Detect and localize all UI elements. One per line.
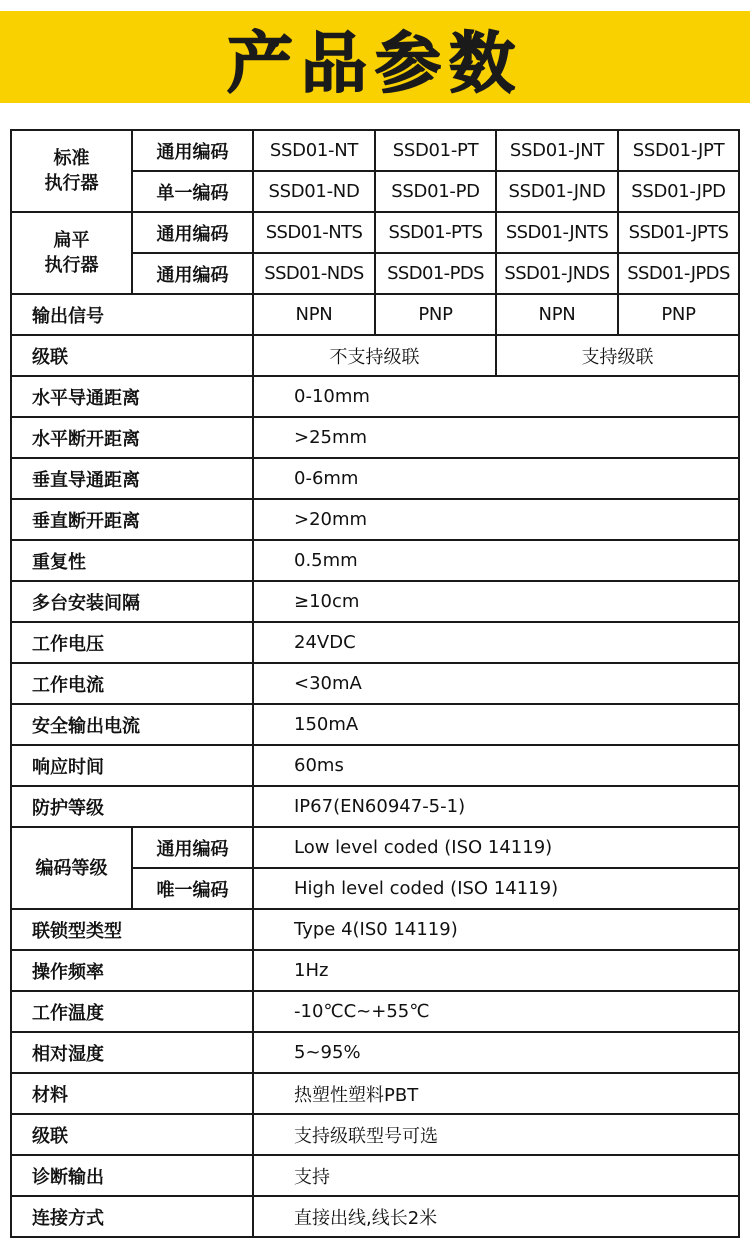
model-code: SSD01-NDS <box>253 253 375 294</box>
model-code: SSD01-PD <box>375 171 496 212</box>
model-code: SSD01-PDS <box>375 253 496 294</box>
row-value: Type 4(IS0 14119) <box>253 909 739 950</box>
group-label <box>11 130 132 212</box>
group-label-text: 标准 执行器 <box>44 148 99 194</box>
output-type: PNP <box>618 294 739 335</box>
table-row <box>11 376 739 417</box>
table-row <box>11 1114 739 1155</box>
group-label <box>11 212 132 294</box>
model-code: SSD01-JPTS <box>618 212 739 253</box>
row-value: >20mm <box>253 499 739 540</box>
model-code: SSD01-JNTS <box>496 212 618 253</box>
row-label: 连接方式 <box>11 1196 253 1237</box>
model-code: SSD01-JPD <box>618 171 739 212</box>
row-value: 150mA <box>253 704 739 745</box>
row-label: 操作频率 <box>11 950 253 991</box>
sub-label: 通用编码 <box>132 827 253 868</box>
row-label: 相对湿度 <box>11 1032 253 1073</box>
output-type: PNP <box>375 294 496 335</box>
row-value: 1Hz <box>253 950 739 991</box>
table-row <box>11 1196 739 1237</box>
title-banner <box>0 11 750 103</box>
row-label: 工作电流 <box>11 663 253 704</box>
output-type: NPN <box>253 294 375 335</box>
table-row <box>11 1155 739 1196</box>
output-type: NPN <box>496 294 618 335</box>
cascade-value: 不支持级联 <box>253 335 496 376</box>
sub-label: 唯一编码 <box>132 868 253 909</box>
row-label: 垂直断开距离 <box>11 499 253 540</box>
row-label: 安全输出电流 <box>11 704 253 745</box>
table-row <box>11 1032 739 1073</box>
table-row <box>11 130 739 171</box>
model-code: SSD01-JNDS <box>496 253 618 294</box>
model-code: SSD01-PT <box>375 130 496 171</box>
row-value: <30mA <box>253 663 739 704</box>
row-label: 工作电压 <box>11 622 253 663</box>
row-value: 60ms <box>253 745 739 786</box>
row-label: 垂直导通距离 <box>11 458 253 499</box>
row-label: 级联 <box>11 1114 253 1155</box>
row-label: 输出信号 <box>11 294 253 335</box>
model-code: SSD01-NTS <box>253 212 375 253</box>
cascade-value: 支持级联 <box>496 335 739 376</box>
model-code: SSD01-PTS <box>375 212 496 253</box>
table-row <box>11 458 739 499</box>
group-label: 编码等级 <box>11 827 132 909</box>
row-label: 诊断输出 <box>11 1155 253 1196</box>
row-value: 0.5mm <box>253 540 739 581</box>
table-row <box>11 704 739 745</box>
row-label: 多台安装间隔 <box>11 581 253 622</box>
sub-label: 通用编码 <box>132 130 253 171</box>
table-row <box>11 417 739 458</box>
spec-table <box>10 129 740 1238</box>
model-code: SSD01-NT <box>253 130 375 171</box>
table-row <box>11 827 739 868</box>
table-row <box>11 991 739 1032</box>
model-code: SSD01-JPDS <box>618 253 739 294</box>
table-row <box>11 786 739 827</box>
table-row <box>11 335 739 376</box>
table-row <box>11 1073 739 1114</box>
group-label-text: 扁平 执行器 <box>44 230 99 276</box>
model-code: SSD01-ND <box>253 171 375 212</box>
row-label: 响应时间 <box>11 745 253 786</box>
sub-label: 通用编码 <box>132 253 253 294</box>
row-value: 支持级联型号可选 <box>253 1114 739 1155</box>
row-label: 防护等级 <box>11 786 253 827</box>
row-value: 0-6mm <box>253 458 739 499</box>
row-value: 直接出线,线长2米 <box>253 1196 739 1237</box>
table-row <box>11 622 739 663</box>
row-label: 工作温度 <box>11 991 253 1032</box>
row-value: IP67(EN60947-5-1) <box>253 786 739 827</box>
table-row <box>11 540 739 581</box>
table-row <box>11 745 739 786</box>
row-value: -10℃C~+55℃ <box>253 991 739 1032</box>
row-label: 水平导通距离 <box>11 376 253 417</box>
row-label: 级联 <box>11 335 253 376</box>
table-row <box>11 499 739 540</box>
table-row <box>11 909 739 950</box>
row-label: 材料 <box>11 1073 253 1114</box>
row-value: >25mm <box>253 417 739 458</box>
sub-label: 通用编码 <box>132 212 253 253</box>
page-title: 产品参数 <box>227 24 523 102</box>
table-row <box>11 294 739 335</box>
sub-label: 单一编码 <box>132 171 253 212</box>
table-row <box>11 581 739 622</box>
table-row <box>11 663 739 704</box>
table-row <box>11 950 739 991</box>
model-code: SSD01-JND <box>496 171 618 212</box>
row-value: 5~95% <box>253 1032 739 1073</box>
row-value: 0-10mm <box>253 376 739 417</box>
model-code: SSD01-JPT <box>618 130 739 171</box>
row-label: 重复性 <box>11 540 253 581</box>
row-value: High level coded (ISO 14119) <box>253 868 739 909</box>
table-row <box>11 212 739 253</box>
row-value: 支持 <box>253 1155 739 1196</box>
row-value: ≥10cm <box>253 581 739 622</box>
row-value: 24VDC <box>253 622 739 663</box>
model-code: SSD01-JNT <box>496 130 618 171</box>
row-value: Low level coded (ISO 14119) <box>253 827 739 868</box>
row-label: 水平断开距离 <box>11 417 253 458</box>
row-label: 联锁型类型 <box>11 909 253 950</box>
row-value: 热塑性塑料PBT <box>253 1073 739 1114</box>
